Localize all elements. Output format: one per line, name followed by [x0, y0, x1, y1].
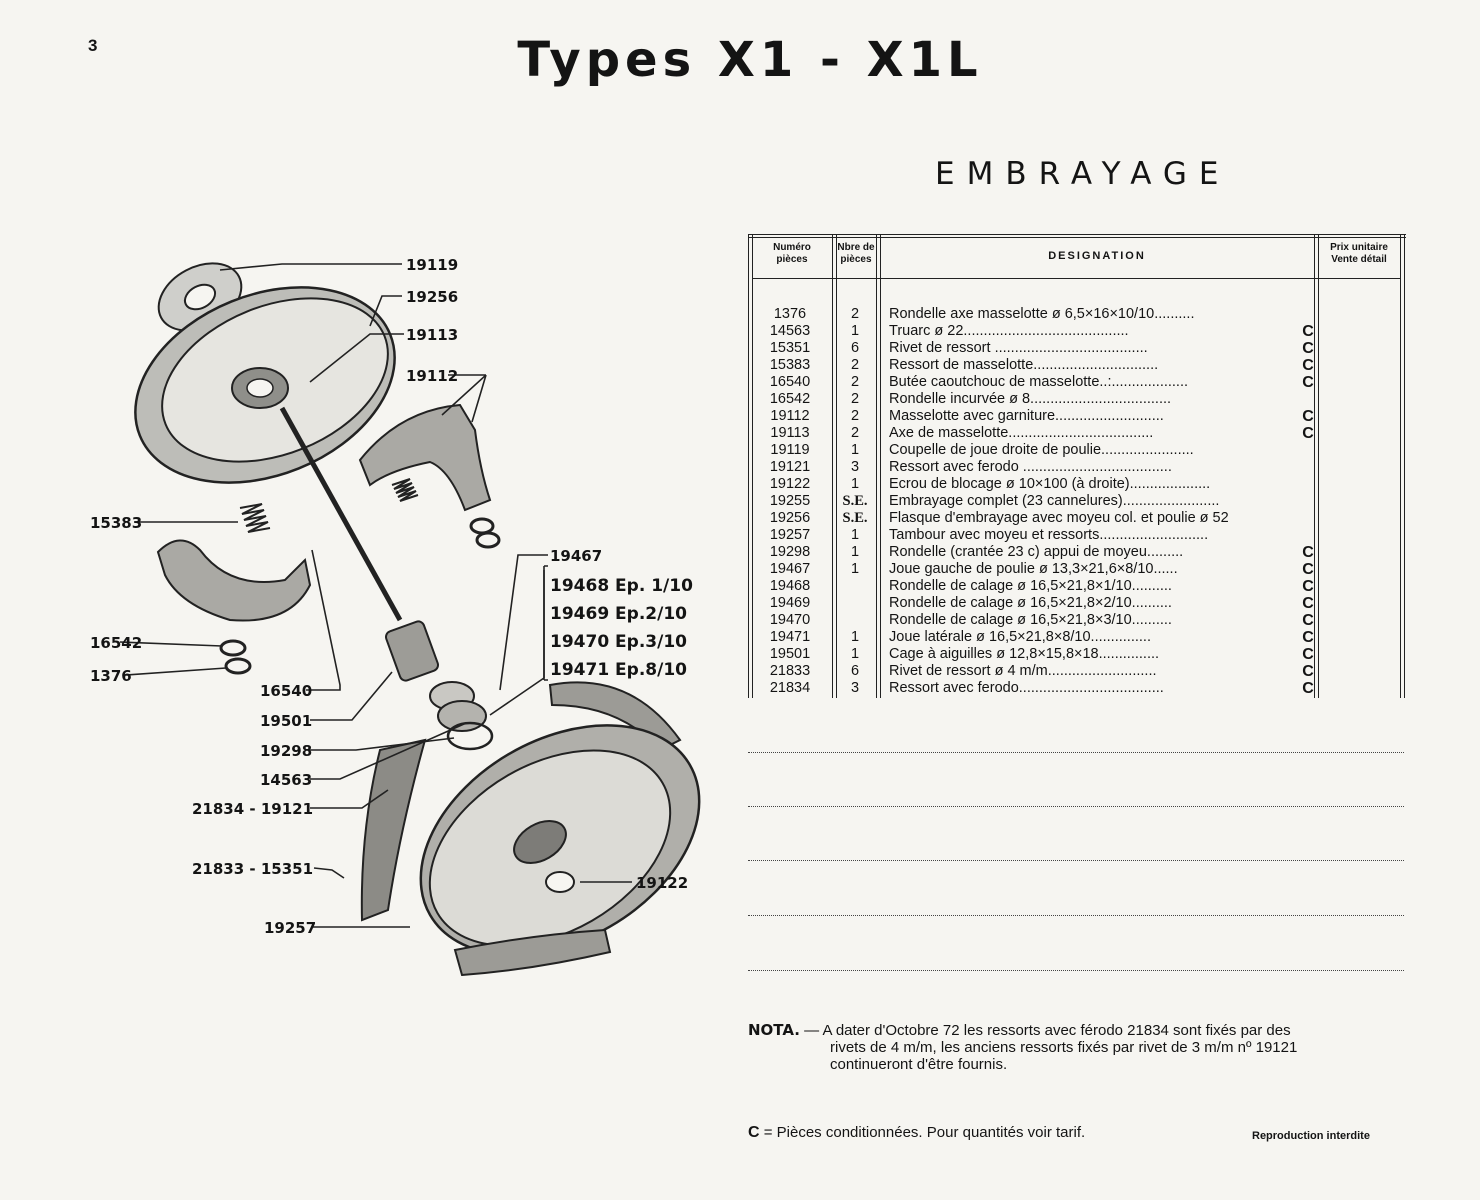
page-number: 3 — [88, 36, 98, 55]
designation-cell: Embrayage complet (23 cannelures)........................ — [889, 493, 1220, 509]
part-number-cell: 1376 — [773, 306, 807, 322]
table-row — [748, 391, 1406, 408]
part-number-cell: 19119 — [770, 442, 810, 458]
designation-cell: Flasque d'embrayage avec moyeu col. et poulie ø 52 — [889, 510, 1229, 526]
designation-cell: Joue latérale ø 16,5×21,8×8/10............... — [889, 629, 1151, 645]
table-row — [748, 408, 1406, 425]
quantity-cell: 2 — [850, 357, 860, 373]
designation-cell: Rondelle de calage ø 16,5×21,8×3/10.......... — [889, 612, 1172, 628]
part-16542-washer — [221, 641, 245, 655]
table-row — [748, 646, 1406, 663]
part-number-cell: 19471 — [769, 629, 811, 645]
blank-line-1 — [748, 752, 1404, 753]
label-19298: 19298 — [260, 742, 313, 760]
table-row — [748, 527, 1406, 544]
label-19113: 19113 — [406, 326, 459, 344]
part-1376-washer — [226, 659, 250, 673]
table-row — [748, 340, 1406, 357]
label-16540: 16540 — [260, 682, 313, 700]
section-title: EMBRAYAGE — [935, 156, 1231, 192]
label-19471: 19471 Ep.8/10 — [550, 660, 687, 680]
designation-cell: Butée caoutchouc de masselotte..:................... — [889, 374, 1189, 390]
part-number-cell: 16542 — [769, 391, 811, 407]
part-number-cell: 19122 — [769, 476, 811, 492]
conditioned-flag-cell: C — [1302, 578, 1314, 595]
designation-cell: Cage à aiguilles ø 12,8×15,8×18............... — [889, 646, 1160, 662]
quantity-cell: 1 — [850, 561, 860, 577]
blank-line-5 — [748, 970, 1404, 971]
table-row — [748, 493, 1406, 510]
table-row — [748, 612, 1406, 629]
part-number-cell: 19257 — [769, 527, 811, 543]
label-16542: 16542 — [90, 634, 143, 652]
table-row — [748, 306, 1406, 323]
designation-cell: Masselotte avec garniture........................... — [889, 408, 1164, 424]
label-19119: 19119 — [406, 256, 459, 274]
quantity-cell: S.E. — [842, 510, 868, 526]
designation-cell: Rondelle axe masselotte ø 6,5×16×10/10.......... — [889, 306, 1195, 322]
header-qty: Nbre de pièces — [837, 242, 875, 265]
conditioned-flag-cell: C — [1302, 629, 1314, 646]
nota-label: NOTA. — [748, 1021, 800, 1039]
label-14563: 14563 — [260, 771, 313, 789]
table-row — [748, 442, 1406, 459]
table-row — [748, 544, 1406, 561]
upper-washer-b — [477, 533, 499, 547]
part-number-cell: 15383 — [769, 357, 811, 373]
table-row — [748, 323, 1406, 340]
legend-key: C — [748, 1124, 760, 1141]
label-21834-19121: 21834 - 19121 — [192, 800, 314, 818]
conditioned-flag-cell: C — [1302, 374, 1314, 391]
quantity-cell: 1 — [850, 629, 860, 645]
part-number-cell: 19468 — [769, 578, 811, 594]
conditioned-flag-cell: C — [1302, 595, 1314, 612]
blank-line-2 — [748, 806, 1404, 807]
quantity-cell: 1 — [850, 646, 860, 662]
label-19257: 19257 — [264, 919, 317, 937]
conditioned-flag-cell: C — [1302, 612, 1314, 629]
label-19112: 19112 — [406, 367, 459, 385]
quantity-cell: 3 — [850, 459, 860, 475]
quantity-cell: 1 — [850, 442, 860, 458]
table-row — [748, 425, 1406, 442]
parts-table — [748, 234, 1406, 698]
designation-cell: Ressort de masselotte............................... — [889, 357, 1159, 373]
label-19467: 19467 — [550, 547, 603, 565]
table-row — [748, 357, 1406, 374]
part-number-cell: 19113 — [770, 425, 810, 441]
quantity-cell: 6 — [850, 663, 860, 679]
header-price: Prix unitaire Vente détail — [1330, 242, 1388, 265]
part-19501-cage — [384, 620, 439, 683]
legend — [748, 1124, 1085, 1142]
table-row — [748, 595, 1406, 612]
spring-upper — [392, 479, 418, 501]
part-number-cell: 15351 — [769, 340, 811, 356]
designation-cell: Joue gauche de poulie ø 13,3×21,6×8/10...... — [889, 561, 1178, 577]
header-designation: DESIGNATION — [1048, 250, 1146, 262]
quantity-cell: 2 — [850, 306, 860, 322]
conditioned-flag-cell: C — [1302, 357, 1314, 374]
part-number-cell: 19469 — [769, 595, 811, 611]
part-number-cell: 14563 — [769, 323, 811, 339]
table-row — [748, 510, 1406, 527]
part-number-cell: 19112 — [770, 408, 810, 424]
nota-line-1: — A dater d'Octobre 72 les ressorts avec férodo 21834 sont fixés par des — [804, 1022, 1291, 1039]
quantity-cell: 3 — [850, 680, 860, 696]
conditioned-flag-cell: C — [1302, 561, 1314, 578]
part-number-cell: 19255 — [769, 493, 811, 509]
conditioned-flag-cell: C — [1302, 646, 1314, 663]
designation-cell: Ressort avec ferodo.................................... — [889, 680, 1164, 696]
quantity-cell: S.E. — [842, 493, 868, 509]
part-19112-weight-lower — [158, 540, 310, 620]
designation-cell: Ressort avec ferodo ..................................... — [889, 459, 1172, 475]
conditioned-flag-cell: C — [1302, 340, 1314, 357]
quantity-cell: 2 — [850, 391, 860, 407]
nota-block — [748, 1022, 1408, 1073]
part-number-cell: 19256 — [769, 510, 811, 526]
part-number-cell: 21833 — [769, 663, 811, 679]
designation-cell: Rivet de ressort ø 4 m/m........................... — [889, 663, 1157, 679]
conditioned-flag-cell: C — [1302, 425, 1314, 442]
label-19256: 19256 — [406, 288, 459, 306]
designation-cell: Rondelle (crantée 23 c) appui de moyeu......... — [889, 544, 1184, 560]
part-19121-shoe — [362, 740, 425, 920]
part-number-cell: 19121 — [769, 459, 811, 475]
conditioned-flag-cell: C — [1302, 680, 1314, 697]
table-row — [748, 459, 1406, 476]
designation-cell: Rondelle de calage ø 16,5×21,8×2/10.......... — [889, 595, 1172, 611]
blank-line-3 — [748, 860, 1404, 861]
conditioned-flag-cell: C — [1302, 663, 1314, 680]
exploded-clutch-diagram — [70, 230, 710, 1000]
page-title: Types X1 - X1L — [517, 32, 983, 88]
table-row — [748, 561, 1406, 578]
designation-cell: Rondelle incurvée ø 8................................... — [889, 391, 1172, 407]
designation-cell: Coupelle de joue droite de poulie....................... — [889, 442, 1194, 458]
upper-washer-a — [471, 519, 493, 533]
label-1376: 1376 — [90, 667, 132, 685]
quantity-cell: 2 — [850, 374, 860, 390]
part-number-cell: 19298 — [769, 544, 811, 560]
quantity-cell: 2 — [850, 408, 860, 424]
table-row — [748, 663, 1406, 680]
designation-cell: Truarc ø 22......................................... — [889, 323, 1129, 339]
nota-line-3: continueront d'être fournis. — [830, 1056, 1008, 1073]
designation-cell: Tambour avec moyeu et ressorts........................... — [889, 527, 1209, 543]
conditioned-flag-cell: C — [1302, 544, 1314, 561]
header-number: Numéro pièces — [773, 242, 811, 265]
part-number-cell: 19467 — [769, 561, 811, 577]
quantity-cell: 1 — [850, 544, 860, 560]
label-19470: 19470 Ep.3/10 — [550, 632, 687, 652]
table-row — [748, 578, 1406, 595]
table-row — [748, 680, 1406, 697]
label-21833-15351: 21833 - 15351 — [192, 860, 314, 878]
label-15383: 15383 — [90, 514, 143, 532]
part-number-cell: 16540 — [769, 374, 811, 390]
part-15383-spring — [240, 504, 270, 532]
designation-cell: Axe de masselotte.................................... — [889, 425, 1154, 441]
quantity-cell: 1 — [850, 476, 860, 492]
designation-cell: Rivet de ressort ...................................... — [889, 340, 1148, 356]
part-number-cell: 19501 — [769, 646, 811, 662]
label-19469: 19469 Ep.2/10 — [550, 604, 687, 624]
designation-cell: Rondelle de calage ø 16,5×21,8×1/10.......... — [889, 578, 1172, 594]
table-row — [748, 629, 1406, 646]
label-19468: 19468 Ep. 1/10 — [550, 576, 693, 596]
label-19501: 19501 — [260, 712, 313, 730]
legend-text: = Pièces conditionnées. Pour quantités voir tarif. — [763, 1124, 1086, 1141]
quantity-cell: 1 — [850, 323, 860, 339]
conditioned-flag-cell: C — [1302, 408, 1314, 425]
label-19122: 19122 — [636, 874, 689, 892]
quantity-cell: 2 — [850, 425, 860, 441]
footer-notice: Reproduction interdite — [1252, 1130, 1370, 1142]
table-row — [748, 374, 1406, 391]
quantity-cell: 1 — [850, 527, 860, 543]
part-number-cell: 21834 — [769, 680, 811, 696]
table-row — [748, 476, 1406, 493]
quantity-cell: 6 — [850, 340, 860, 356]
conditioned-flag-cell: C — [1302, 323, 1314, 340]
designation-cell: Ecrou de blocage ø 10×100 (à droite).................... — [889, 476, 1211, 492]
part-19112-weight — [360, 405, 490, 510]
blank-line-4 — [748, 915, 1404, 916]
part-number-cell: 19470 — [769, 612, 811, 628]
nota-line-2: rivets de 4 m/m, les anciens ressorts fixés par rivet de 3 m/m nº 19121 — [830, 1039, 1298, 1056]
shim-stack-2 — [438, 701, 486, 731]
